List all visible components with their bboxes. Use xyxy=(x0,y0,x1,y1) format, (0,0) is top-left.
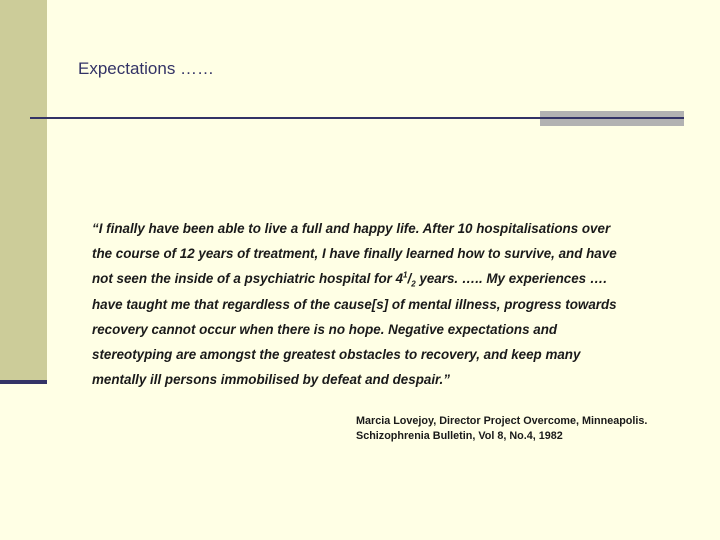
quote-attribution xyxy=(356,414,647,444)
divider-accent-line xyxy=(540,117,684,119)
left-decorative-bar xyxy=(0,0,47,380)
quote-text: not seen the inside of a psychiatric hospital for 4 xyxy=(92,271,404,287)
quote-block xyxy=(92,216,662,392)
slide-title: Expectations …… xyxy=(78,59,215,78)
fraction-numerator: 1 xyxy=(403,270,408,280)
quote-line: “I finally have been able to live a full and happy life. After 10 hospitalisations over xyxy=(92,221,611,236)
quote-line: have taught me that regardless of the cause[s] of mental illness, progress towards xyxy=(92,296,617,312)
attribution-author: Marcia Lovejoy, Director Project Overcome, Minneapolis. xyxy=(356,415,648,427)
quote-text: years. ….. My experiences …. xyxy=(415,271,607,287)
fraction-slash: / xyxy=(407,271,412,287)
quote-line xyxy=(92,266,662,291)
quote-line: recovery cannot occur when there is no hope. Negative expectations and xyxy=(92,321,558,337)
left-bar-base-line xyxy=(0,380,47,384)
quote-line: mentally ill persons immobilised by defeat and despair.” xyxy=(92,372,450,388)
quote-line: the course of 12 years of treatment, I have finally learned how to survive, and have xyxy=(92,246,617,262)
attribution-source: Schizophrenia Bulletin, Vol 8, No.4, 1982 xyxy=(356,430,563,442)
fraction-denominator: 2 xyxy=(411,280,416,290)
title-divider-line xyxy=(30,117,540,119)
quote-line: stereotyping are amongst the greatest obstacles to recovery, and keep many xyxy=(92,347,581,363)
